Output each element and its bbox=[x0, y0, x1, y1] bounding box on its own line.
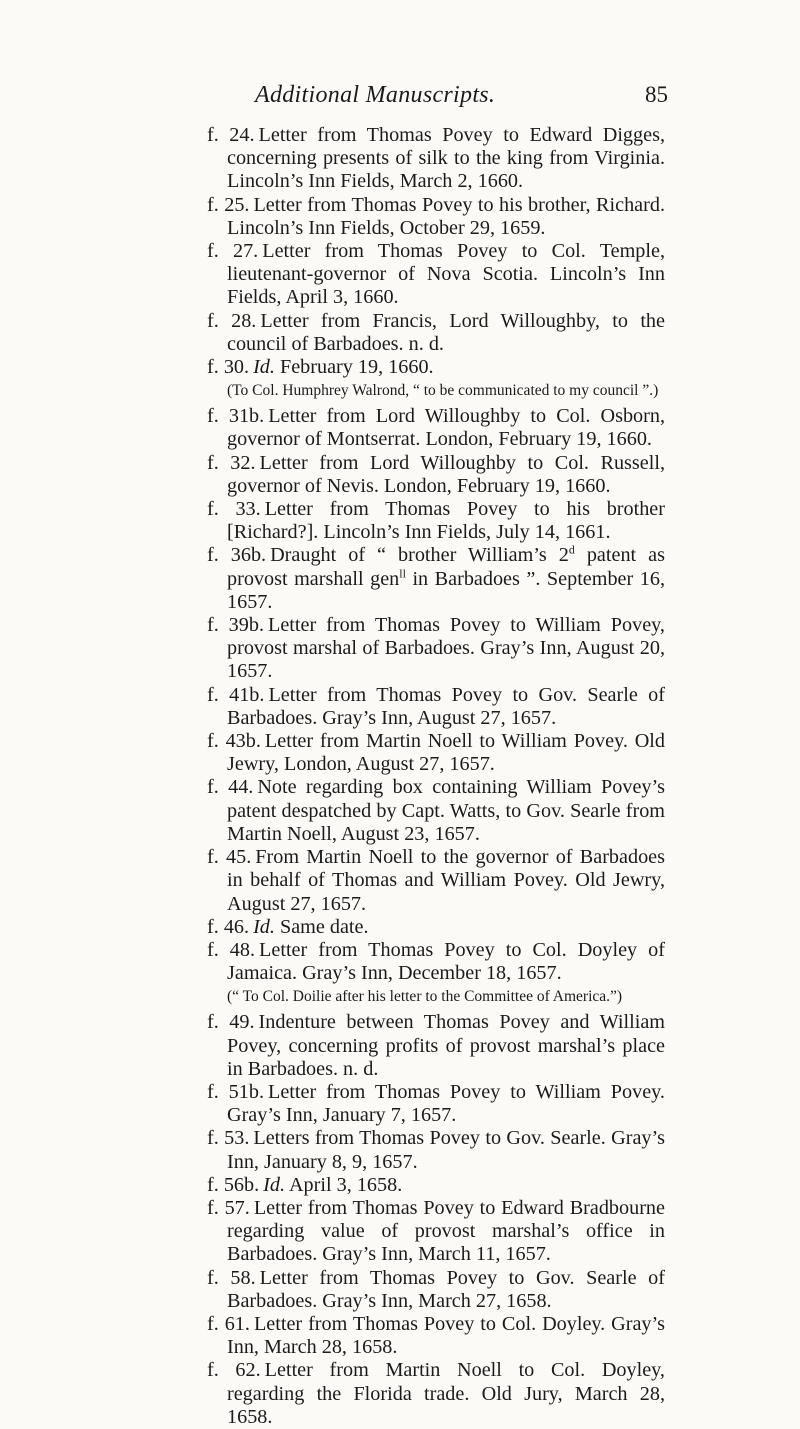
manuscript-entry bbox=[207, 452, 665, 498]
folio-number: f. 30. bbox=[207, 356, 250, 379]
entry-text: Letter from Thomas Povey to Col. Doyley. Gray’s Inn, March 28, 1658. bbox=[227, 1312, 665, 1359]
folio-number: f. 44. bbox=[207, 776, 254, 799]
folio-number: f. 51b. bbox=[207, 1080, 265, 1103]
folio-number: f. 49. bbox=[207, 1011, 255, 1034]
entry-text: From Martin Noell to the governor of Barbadoes in behalf of Thomas and William Povey. Old Jewry, August 27, 1657. bbox=[227, 846, 665, 915]
entry-text: Letter from Lord Willoughby to Col. Osborn, governor of Montserrat. London, February 19, 1660. bbox=[227, 405, 665, 451]
folio-number: f. 61. bbox=[207, 1312, 250, 1335]
manuscript-entry bbox=[207, 1081, 665, 1127]
entry-text: Note regarding box containing William Povey’s patent despatched by Capt. Watts, to Gov. Searle from Martin Noell, August 23, 1657. bbox=[227, 776, 665, 845]
folio-number: f. 28. bbox=[207, 309, 257, 332]
folio-number: f. 57. bbox=[207, 1196, 250, 1219]
running-title: Additional Manuscripts. bbox=[255, 82, 496, 108]
entry-text: Letter from Martin Noell to William Povey. Old Jewry, London, August 27, 1657. bbox=[227, 730, 665, 776]
entry-text: Letter from Thomas Povey to Col. Doyley of Jamaica. Gray’s Inn, December 18, 1657. bbox=[227, 938, 665, 985]
ibid-reference: Id. bbox=[253, 356, 275, 379]
entry-note: (“ To Col. Doilie after his letter to the Committee of America.”) bbox=[227, 988, 623, 1006]
entry-text: Letter from Thomas Povey to his brother, Richard. Lincoln’s Inn Fields, October 29, 1659. bbox=[227, 193, 665, 239]
folio-number: f. 33. bbox=[207, 498, 261, 521]
folio-number: f. 41b. bbox=[207, 683, 265, 706]
entry-text: Indenture between Thomas Povey and William Povey, concerning profits of provost marshal’s place in Barbadoes. n. d. bbox=[227, 1011, 665, 1080]
manuscript-entry bbox=[207, 916, 665, 939]
folio-number: f. 56b. bbox=[207, 1173, 260, 1196]
entry-text: Letter from Francis, Lord Willoughby, to the council of Barbadoes. n. d. bbox=[227, 309, 665, 355]
folio-number: f. 25. bbox=[207, 193, 250, 216]
folio-number: f. 58. bbox=[207, 1266, 256, 1289]
manuscript-entry bbox=[207, 1267, 665, 1313]
manuscript-entry bbox=[207, 310, 665, 356]
manuscript-entry bbox=[207, 684, 665, 730]
entry-text: Letter from Martin Noell to Col. Doyley, regarding the Florida trade. Old Jury, March 28, 1658. bbox=[227, 1359, 665, 1428]
entry-text: Letter from Thomas Povey to Col. Temple, lieutenant-governor of Nova Scotia. Lincoln’s Inn Fields, April 3, 1660. bbox=[227, 240, 665, 309]
folio-number: f. 62. bbox=[207, 1359, 261, 1382]
manuscript-entry bbox=[207, 194, 665, 240]
entry-text: Same date. bbox=[279, 915, 369, 938]
entry-text: February 19, 1660. bbox=[279, 356, 434, 379]
manuscript-entry bbox=[207, 730, 665, 776]
manuscript-entry bbox=[207, 405, 665, 451]
entry-text: Letter from Thomas Povey to William Povey. Gray’s Inn, January 7, 1657. bbox=[227, 1080, 665, 1127]
superscript: d bbox=[568, 542, 575, 557]
folio-number: f. 36b. bbox=[207, 544, 267, 567]
manuscript-entry bbox=[207, 240, 665, 310]
manuscript-entry bbox=[207, 1127, 665, 1173]
folio-number: f. 43b. bbox=[207, 730, 261, 753]
folio-number: f. 53. bbox=[207, 1127, 250, 1150]
manuscript-entry bbox=[207, 1174, 665, 1197]
manuscript-entry bbox=[207, 1197, 665, 1267]
folio-number: f. 32. bbox=[207, 451, 256, 474]
ibid-reference: Id. bbox=[263, 1173, 286, 1196]
manuscript-entry bbox=[207, 356, 665, 379]
entry-text: Letter from Thomas Povey to Gov. Searle of Barbadoes. Gray’s Inn, March 27, 1658. bbox=[227, 1266, 665, 1312]
manuscript-entry bbox=[207, 776, 665, 846]
manuscript-entry bbox=[207, 124, 665, 194]
manuscript-entry bbox=[207, 1011, 665, 1081]
manuscript-entry bbox=[207, 1313, 665, 1359]
folio-number: f. 31b. bbox=[207, 405, 265, 428]
entry-text: Letters from Thomas Povey to Gov. Searle. Gray’s Inn, January 8, 9, 1657. bbox=[227, 1127, 665, 1173]
manuscript-entry bbox=[207, 498, 665, 544]
entry-note: (To Col. Humphrey Walrond, “ to be communicated to my council ”.) bbox=[227, 382, 659, 400]
folio-number: f. 39b. bbox=[207, 614, 265, 637]
entry-text: Letter from Thomas Povey to William Povey, provost marshal of Barbadoes. Gray’s Inn, August 20, 1657. bbox=[227, 614, 665, 683]
folio-number: f. 27. bbox=[207, 240, 259, 263]
manuscript-entry-list bbox=[207, 124, 665, 1429]
folio-number: f. 45. bbox=[207, 846, 252, 869]
folio-number: f. 46. bbox=[207, 915, 250, 938]
manuscript-entry: f. 36b. Draught of “ brother William’s 2$^d$ patent as provost marshall gen$^{ll}$ in Barbadoes ”. September 16, 1657. bbox=[207, 542, 665, 613]
entry-text: Letter from Thomas Povey to Edward Digges, concerning presents of silk to the king from Virginia. Lincoln’s Inn Fields, March 2, 1660. bbox=[227, 124, 665, 193]
folio-number: f. 24. bbox=[207, 124, 255, 146]
manuscript-entry bbox=[207, 614, 665, 684]
folio-number: f. 48. bbox=[207, 938, 256, 961]
entry-text: Letter from Thomas Povey to Edward Bradbourne regarding value of provost marshal’s office in Barbadoes. Gray’s Inn, March 11, 1657. bbox=[227, 1196, 665, 1266]
manuscript-entry bbox=[207, 846, 665, 916]
superscript: ll bbox=[399, 565, 406, 580]
entry-text: Letter from Thomas Povey to his brother [Richard?]. Lincoln’s Inn Fields, July 14, 1661. bbox=[227, 498, 665, 544]
ibid-reference: Id. bbox=[253, 915, 275, 938]
page-number: 85 bbox=[645, 82, 668, 107]
entry-text: Letter from Thomas Povey to Gov. Searle of Barbadoes. Gray’s Inn, August 27, 1657. bbox=[227, 683, 665, 729]
manuscript-entry bbox=[207, 1359, 665, 1429]
entry-text: April 3, 1658. bbox=[288, 1173, 403, 1196]
entry-text: Letter from Lord Willoughby to Col. Russell, governor of Nevis. London, February 19, 1660. bbox=[227, 451, 665, 497]
manuscript-entry bbox=[207, 939, 665, 985]
page-header bbox=[0, 82, 800, 112]
